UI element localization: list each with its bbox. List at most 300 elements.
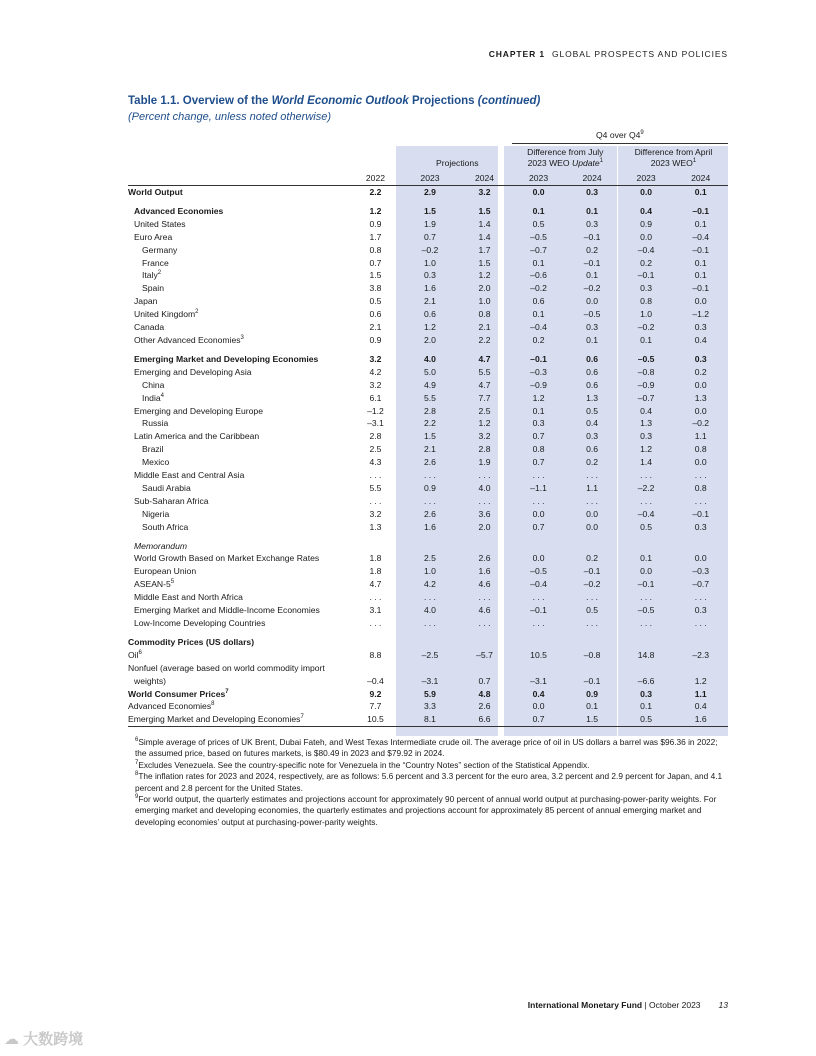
table-row <box>128 353 728 366</box>
cell-value: 0.7 <box>478 675 491 686</box>
cell-value: 1.3 <box>640 418 653 429</box>
table-row <box>128 552 728 565</box>
cell-value <box>348 540 403 553</box>
cell-value: 0.0 <box>640 231 653 242</box>
row-label: ASEAN-$5^5$ <box>134 579 175 590</box>
row-label: China <box>142 379 165 390</box>
publisher: International Monetary Fund <box>527 1000 643 1010</box>
cell-value: 4.0 <box>424 353 436 364</box>
cell-value: 0.5 <box>586 405 599 416</box>
table-row <box>128 482 728 495</box>
row-label: Emerging Market and Developing Economies <box>134 353 319 364</box>
cell-value: . . . <box>694 470 707 481</box>
cell-value: –0.1 <box>637 270 655 281</box>
cell-value: 4.2 <box>424 579 436 590</box>
projections-table <box>128 128 728 727</box>
cell-value: 0.3 <box>586 322 599 333</box>
cell-value: 0.5 <box>640 521 653 532</box>
cell-value: –0.2 <box>583 579 601 590</box>
cell-value: 0.2 <box>532 334 545 345</box>
cell-value <box>403 636 458 649</box>
footnote: $^7$Excludes Venezuela. See the country-specific note for Venezuela in the “Country Notes” section of the Statistical Appendix. <box>135 759 590 770</box>
year-header: 2024 <box>565 172 619 186</box>
cell-value: 0.3 <box>586 431 599 442</box>
row-label: Japan <box>134 296 158 307</box>
cell-value: . . . <box>640 470 653 481</box>
page-number: 13 <box>718 1000 728 1010</box>
cell-value: 0.1 <box>532 257 545 268</box>
cell-value: 0.3 <box>694 521 707 532</box>
table-row <box>128 417 728 430</box>
cell-value: –0.1 <box>692 205 710 216</box>
table-row <box>128 430 728 443</box>
table-row <box>128 675 728 688</box>
cell-value: –2.5 <box>421 649 439 660</box>
cell-value: 2.5 <box>424 553 436 564</box>
table-row <box>128 282 728 295</box>
cell-value: . . . <box>640 618 653 628</box>
row-label: Russia <box>142 418 169 429</box>
cell-value: 0.6 <box>586 444 599 455</box>
cell-value: 0.1 <box>532 309 545 320</box>
cell-value: 14.8 <box>637 649 655 660</box>
row-label: Advanced Economies <box>134 205 224 216</box>
cell-value: 0.3 <box>586 218 599 229</box>
cell-value: –0.5 <box>583 309 601 320</box>
cell-value: –0.4 <box>530 579 547 590</box>
cell-value: 0.8 <box>694 444 707 455</box>
cell-value: 0.8 <box>640 296 653 307</box>
row-label: Low-Income Developing Countries <box>134 618 266 628</box>
row-label: Commodity Prices (US dollars) <box>128 636 255 647</box>
cell-value: 0.3 <box>640 688 653 699</box>
year-header: 2023 <box>619 172 674 186</box>
cell-value: 0.8 <box>478 309 491 320</box>
cell-value: 0.7 <box>369 257 382 268</box>
table-row <box>128 713 728 726</box>
table-subtitle: (Percent change, unless noted otherwise) <box>128 111 332 123</box>
cell-value: 0.1 <box>694 257 707 268</box>
cell-value: 0.9 <box>640 218 653 229</box>
table-row <box>128 218 728 231</box>
projections-header: Projections <box>435 158 479 168</box>
cell-value: . . . <box>369 618 382 628</box>
cell-value: 0.6 <box>369 309 382 320</box>
cell-value: 0.1 <box>586 701 599 712</box>
cell-value: –0.7 <box>692 579 710 590</box>
cell-value: 0.1 <box>532 405 545 416</box>
cell-value: 0.2 <box>586 553 599 564</box>
cell-value: 1.9 <box>424 218 436 229</box>
pub-date: October 2023 <box>649 1000 701 1010</box>
cell-value <box>565 636 619 649</box>
cell-value <box>673 662 728 675</box>
row-label: Germany <box>142 244 178 255</box>
cell-value: 1.5 <box>478 205 491 216</box>
cell-value <box>457 636 512 649</box>
cell-value: 2.1 <box>478 322 491 333</box>
cell-value: –0.1 <box>692 244 710 255</box>
cell-value: 3.2 <box>369 353 382 364</box>
cell-value: 1.5 <box>424 431 436 442</box>
cell-value: 0.5 <box>619 713 674 726</box>
cell-value: 0.1 <box>694 270 707 281</box>
table-row <box>128 186 728 199</box>
table-title: Table 1.1. Overview of the World Economic Outlook Projections (continued) <box>128 95 541 107</box>
cell-value: 6.6 <box>457 713 512 726</box>
row-label: World Output <box>128 187 183 197</box>
cell-value: 1.2 <box>694 675 707 686</box>
cell-value: –0.1 <box>583 566 601 577</box>
cell-value: . . . <box>694 592 707 603</box>
cell-value: –0.2 <box>637 322 655 333</box>
cell-value: –0.1 <box>583 257 601 268</box>
cell-value: 2.6 <box>478 701 491 712</box>
table-row <box>128 604 728 617</box>
cell-value: 1.0 <box>640 309 653 320</box>
cell-value: –0.6 <box>530 270 547 281</box>
cell-value: 0.0 <box>640 187 653 197</box>
cell-value: 1.3 <box>369 521 382 532</box>
cell-value: . . . <box>478 592 491 603</box>
row-label: Emerging Market and Middle-Income Economies <box>134 605 320 616</box>
cell-value: –0.5 <box>637 605 655 616</box>
cell-value: 8.8 <box>369 649 382 660</box>
cell-value: –5.7 <box>476 649 493 660</box>
row-label: Middle East and Central Asia <box>134 470 245 481</box>
cell-value: 0.9 <box>369 334 382 345</box>
cell-value: 2.0 <box>478 521 491 532</box>
row-label: Canada <box>134 322 165 333</box>
cell-value: . . . <box>532 495 545 506</box>
cell-value: –0.4 <box>637 244 655 255</box>
cell-value: 2.1 <box>424 444 436 455</box>
cell-value: 10.5 <box>348 713 403 726</box>
table-row <box>128 366 728 379</box>
cell-value <box>457 662 512 675</box>
cell-value: 1.1 <box>694 688 707 699</box>
cell-value: 2.2 <box>478 334 491 345</box>
cell-value: . . . <box>369 495 382 506</box>
cell-value: –0.9 <box>637 379 655 390</box>
cell-value: 0.1 <box>694 187 707 197</box>
cell-value: –0.5 <box>530 231 547 242</box>
cell-value <box>619 636 674 649</box>
cell-value: 0.7 <box>512 713 566 726</box>
cell-value: 2.6 <box>424 508 436 519</box>
cell-value: 1.0 <box>424 566 436 577</box>
cell-value: –0.1 <box>530 605 547 616</box>
cell-value: . . . <box>478 495 491 506</box>
cell-value: –0.7 <box>530 244 547 255</box>
row-label: Italy$^2$ <box>142 270 162 281</box>
cell-value: 2.8 <box>369 431 382 442</box>
table-row <box>128 700 728 713</box>
table-row <box>128 469 728 482</box>
cell-value <box>348 662 403 675</box>
row-label: United States <box>134 218 186 229</box>
running-head <box>489 49 728 59</box>
cell-value: 0.3 <box>694 605 707 616</box>
cell-value: 0.7 <box>424 231 436 242</box>
footnotes <box>135 737 731 828</box>
cell-value <box>673 636 728 649</box>
cell-value: 5.5 <box>369 482 382 493</box>
footnote: $^8$The inflation rates for 2023 and 2024, respectively, are as follows: 5.6 percent and 3.3 percent for the euro area, 3.2 percent and 2.9 percent for Japan, and 4.1 percent and 2.8 percent for the United States. <box>135 771 723 793</box>
row-label: weights) <box>134 675 166 686</box>
cell-value: . . . <box>369 470 382 481</box>
cell-value: –0.1 <box>583 231 601 242</box>
cell-value <box>512 662 566 675</box>
cell-value <box>403 540 458 553</box>
cell-value <box>457 540 512 553</box>
cell-value <box>565 540 619 553</box>
cell-value: –0.4 <box>692 231 710 242</box>
cell-value: 0.0 <box>586 521 599 532</box>
cell-value: 1.0 <box>478 296 491 307</box>
cell-value: 0.4 <box>640 405 653 416</box>
cell-value: 3.8 <box>369 283 382 294</box>
cell-value: 1.5 <box>565 713 619 726</box>
cell-value: 1.9 <box>478 457 491 468</box>
cell-value: 0.6 <box>586 379 599 390</box>
cell-value: 0.0 <box>640 566 653 577</box>
cell-value: –0.4 <box>530 322 547 333</box>
row-label: Advanced Economies$^8$ <box>128 701 215 712</box>
cell-value: –0.1 <box>692 283 710 294</box>
q4-header: Q4 over $Q4^9$ <box>512 128 728 144</box>
table-row <box>128 456 728 469</box>
cell-value: 0.4 <box>694 334 707 345</box>
cell-value: . . . <box>369 592 382 603</box>
cell-value: –1.2 <box>367 405 384 416</box>
cell-value: 0.4 <box>586 418 599 429</box>
cell-value: 0.0 <box>586 508 599 519</box>
cell-value: 1.7 <box>478 244 491 255</box>
cell-value: . . . <box>694 618 707 628</box>
cell-value <box>619 540 674 553</box>
cell-value: 7.7 <box>369 701 382 712</box>
cell-value: 0.3 <box>640 283 653 294</box>
cell-value: –0.8 <box>583 649 601 660</box>
cell-value <box>619 662 674 675</box>
table-row <box>128 495 728 508</box>
cell-value: 2.9 <box>424 187 436 197</box>
cell-value: 4.8 <box>478 688 491 699</box>
row-label: Mexico <box>142 457 170 468</box>
cell-value: . . . <box>640 592 653 603</box>
cell-value: 5.9 <box>424 688 436 699</box>
cell-value: –0.2 <box>421 244 439 255</box>
cell-value: –2.2 <box>637 482 655 493</box>
table-row <box>128 521 728 534</box>
cell-value: 0.0 <box>694 553 707 564</box>
row-label: South Africa <box>142 521 189 532</box>
cell-value: 4.0 <box>478 482 491 493</box>
table-row <box>128 308 728 321</box>
cell-value: 0.0 <box>694 405 707 416</box>
cell-value: 1.3 <box>586 392 599 403</box>
cell-value: 0.9 <box>369 218 382 229</box>
row-label: India$^4$ <box>142 392 164 403</box>
cell-value: –0.4 <box>367 675 384 686</box>
cell-value: 2.5 <box>478 405 491 416</box>
cell-value: 1.4 <box>640 457 653 468</box>
table-row <box>128 334 728 347</box>
table-row <box>128 540 728 553</box>
table-row <box>128 295 728 308</box>
cell-value: 4.7 <box>478 353 491 364</box>
cell-value <box>673 540 728 553</box>
cell-value: –0.8 <box>637 366 655 377</box>
cell-value: 1.6 <box>478 566 491 577</box>
cell-value: 0.1 <box>586 205 599 216</box>
cell-value: –1.1 <box>530 482 547 493</box>
table-row <box>128 231 728 244</box>
cell-value: 4.2 <box>369 366 382 377</box>
cell-value: 0.0 <box>586 296 599 307</box>
table-row <box>128 269 728 282</box>
cell-value: 1.2 <box>478 270 491 281</box>
year-header: 2024 <box>457 172 512 186</box>
cell-value: 1.4 <box>478 231 491 242</box>
cell-value: . . . <box>424 495 436 506</box>
cell-value: 7.7 <box>478 392 491 403</box>
cell-value: 3.3 <box>424 701 436 712</box>
cell-value: 5.5 <box>424 392 436 403</box>
cell-value: –0.2 <box>583 283 601 294</box>
cell-value: 0.3 <box>424 270 436 281</box>
cell-value: 2.1 <box>369 322 382 333</box>
year-header: 2022 <box>348 172 403 186</box>
cell-value: 0.9 <box>586 688 599 699</box>
cell-value: –0.5 <box>637 353 655 364</box>
cell-value: –0.2 <box>530 283 547 294</box>
cell-value: 0.2 <box>586 457 599 468</box>
cell-value: 0.5 <box>369 296 382 307</box>
cell-value: 0.5 <box>586 605 599 616</box>
cell-value: . . . <box>532 618 545 628</box>
row-label: World Consumer Prices$^7$ <box>128 688 229 699</box>
cell-value: 0.3 <box>694 353 707 364</box>
cell-value: –2.3 <box>692 649 710 660</box>
cell-value: –3.1 <box>367 418 384 429</box>
table-row <box>128 688 728 701</box>
cell-value: 1.6 <box>673 713 728 726</box>
row-label: Oil$^6$ <box>128 649 142 660</box>
cell-value: 0.5 <box>532 218 545 229</box>
cell-value: 1.5 <box>369 270 382 281</box>
cell-value: –0.1 <box>692 508 710 519</box>
diff-april-header: Difference from April 2023 WEO$^1$ <box>634 147 713 168</box>
year-header: 2023 <box>403 172 458 186</box>
cell-value: 0.6 <box>586 353 599 364</box>
cell-value: . . . <box>640 495 653 506</box>
table-row <box>128 205 728 218</box>
cell-value: 3.1 <box>369 605 382 616</box>
row-label: Emerging Market and Developing Economies$^7$ <box>128 713 348 726</box>
cell-value: 0.0 <box>532 701 545 712</box>
row-label: Emerging and Developing Europe <box>134 405 263 416</box>
cell-value: –1.2 <box>692 309 710 320</box>
table-row <box>128 443 728 456</box>
cell-value: 0.3 <box>640 431 653 442</box>
cell-value: 4.3 <box>369 457 382 468</box>
cell-value: . . . <box>478 618 491 628</box>
cell-value: 0.0 <box>532 187 545 197</box>
cell-value: . . . <box>694 495 707 506</box>
cell-value: 0.6 <box>532 296 545 307</box>
table-row <box>128 649 728 662</box>
cell-value: –0.9 <box>530 379 547 390</box>
table-row <box>128 662 728 675</box>
cell-value: 2.2 <box>369 187 382 197</box>
cell-value <box>512 636 566 649</box>
cell-value: –0.1 <box>530 353 547 364</box>
cell-value <box>348 636 403 649</box>
cell-value: –3.1 <box>530 675 547 686</box>
table-row <box>128 636 728 649</box>
cell-value: 0.2 <box>694 366 707 377</box>
cell-value: –0.1 <box>583 675 601 686</box>
footnote: $^6$Simple average of prices of UK Brent, Dubai Fateh, and West Texas Intermediate crude oil. The average price of oil in US dollars a barrel was $96.36 in 2022; the assumed price, based on futures markets, is $80.49 in 2023 and $79.92 in 2024. <box>135 737 718 759</box>
cell-value: . . . <box>478 470 491 481</box>
row-label: Sub-Saharan Africa <box>134 495 209 506</box>
row-label: France <box>142 257 169 268</box>
cell-value: 2.5 <box>369 444 382 455</box>
cell-value: 0.4 <box>694 701 707 712</box>
cell-value: 0.3 <box>694 322 707 333</box>
cell-value: 0.1 <box>640 334 653 345</box>
cell-value: 0.6 <box>586 366 599 377</box>
cell-value: 0.0 <box>694 457 707 468</box>
cell-value: 10.5 <box>530 649 547 660</box>
cell-value: 1.2 <box>369 205 382 216</box>
cell-value: . . . <box>424 618 436 628</box>
cell-value: 0.2 <box>586 244 599 255</box>
cell-value: 1.6 <box>424 521 436 532</box>
cell-value: 2.8 <box>478 444 491 455</box>
cell-value: . . . <box>532 592 545 603</box>
cell-value: 1.2 <box>424 322 436 333</box>
table-row <box>128 257 728 270</box>
cell-value: 1.2 <box>640 444 653 455</box>
cell-value: –6.6 <box>637 675 655 686</box>
cell-value: 0.1 <box>640 553 653 564</box>
cell-value: 0.1 <box>586 270 599 281</box>
cell-value: 0.4 <box>640 205 653 216</box>
cell-value: 0.7 <box>532 457 545 468</box>
cell-value: 0.8 <box>532 444 545 455</box>
cell-value: –0.5 <box>530 566 547 577</box>
cell-value: 1.2 <box>478 418 491 429</box>
cell-value: 0.3 <box>532 418 545 429</box>
cell-value: 2.1 <box>424 296 436 307</box>
section-title: GLOBAL PROSPECTS AND POLICIES <box>552 49 728 59</box>
cell-value: 1.1 <box>586 482 599 493</box>
cell-value: . . . <box>532 470 545 481</box>
cell-value: 1.1 <box>694 431 707 442</box>
year-header: 2024 <box>673 172 728 186</box>
cell-value <box>565 662 619 675</box>
row-label: Euro Area <box>134 231 173 242</box>
cell-value: 0.4 <box>532 688 545 699</box>
cell-value: 0.1 <box>532 205 545 216</box>
cell-value: 3.2 <box>369 379 382 390</box>
cell-value <box>403 662 458 675</box>
cell-value: 0.0 <box>532 508 545 519</box>
footnote: $^9$For world output, the quarterly estimates and projections account for approximately 90 percent of annual world output at purchasing-power-parity weights. For emerging market and developing economies, the quarterly estimates and projections account for approximately 85 percent of annual emerging market and developing economies’ output at purchasing-power-parity weights. <box>135 794 717 827</box>
